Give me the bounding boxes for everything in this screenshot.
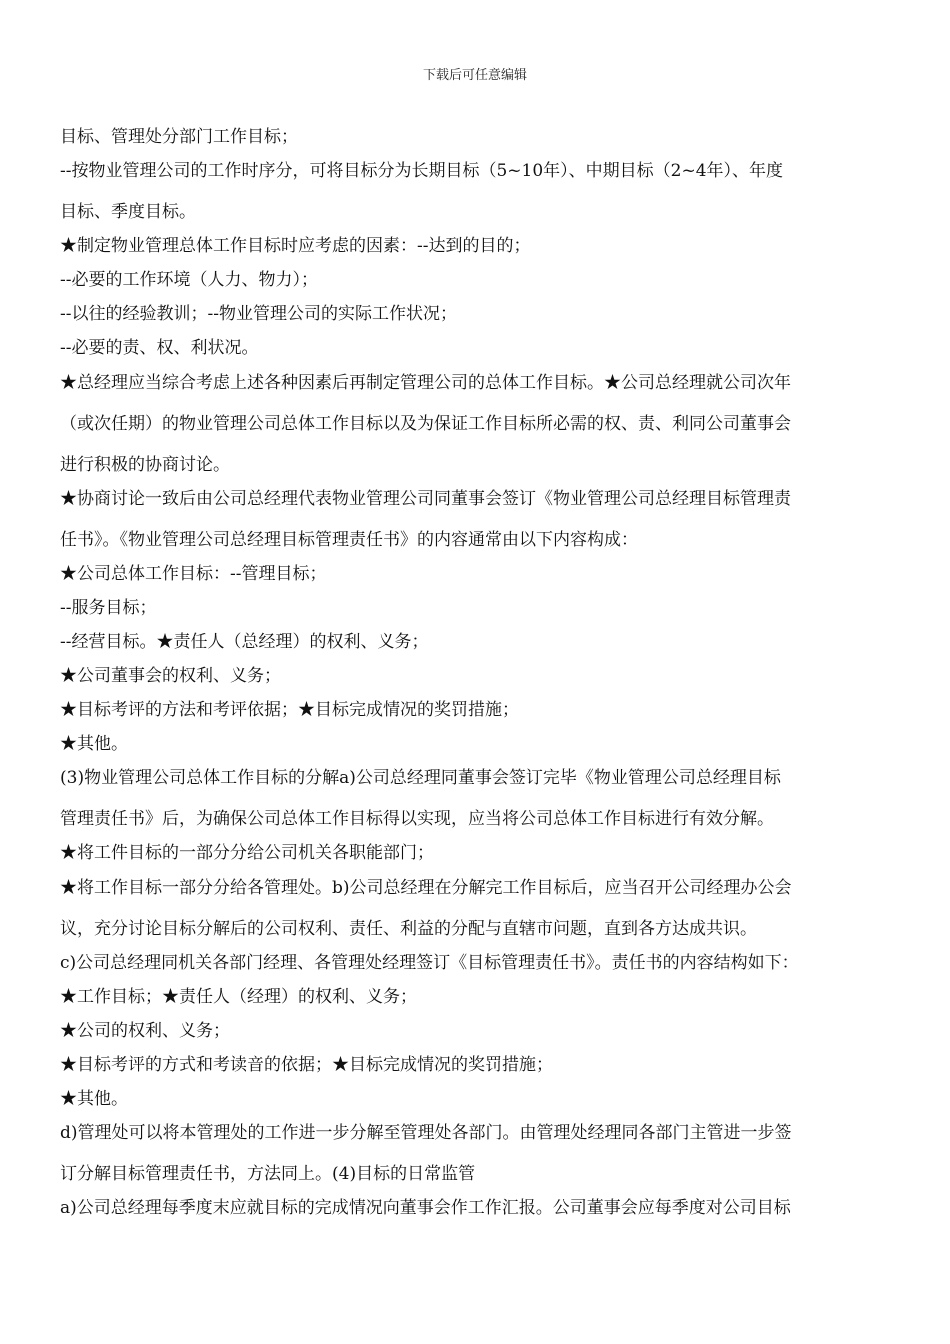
text-line: ★将工件目标的一部分分给公司机关各职能部门； xyxy=(60,843,434,864)
text-line: d)管理处可以将本管理处的工作进一步分解至管理处各部门。由管理处经理同各部门主管进一步签 xyxy=(60,1123,792,1144)
text-line: ★制定物业管理总体工作目标时应考虑的因素：--达到的目的； xyxy=(60,236,531,257)
text-line: 任书》。《物业管理公司总经理目标管理责任书》的内容通常由以下内容构成： xyxy=(60,529,638,550)
text-line: 进行积极的协商讨论。 xyxy=(60,454,230,475)
text-line: ★目标考评的方式和考读音的依据；★目标完成情况的奖罚措施； xyxy=(60,1054,553,1075)
text-line: （或次任期）的物业管理公司总体工作目标以及为保证工作目标所必需的权、责、利同公司董事会 xyxy=(60,413,791,434)
text-line: 议，充分讨论目标分解后的公司权利、责任、利益的分配与直辖市问题，直到各方达成共识。 xyxy=(60,918,757,939)
text-line: c)公司总经理同机关各部门经理、各管理处经理签订《目标管理责任书》。责任书的内容结构如下： xyxy=(60,952,799,973)
text-line: ★公司的权利、义务； xyxy=(60,1020,230,1041)
text-line: ★其他。 xyxy=(60,734,128,755)
text-line: ★将工作目标一部分分给各管理处。b)公司总经理在分解完工作目标后，应当召开公司经理办公会 xyxy=(60,877,792,898)
text-line: ★工作目标；★责任人（经理）的权利、义务； xyxy=(60,986,417,1007)
text-line: ★公司董事会的权利、义务； xyxy=(60,666,281,687)
text-line: (3)物业管理公司总体工作目标的分解a)公司总经理同董事会签订完毕《物业管理公司总经理目标 xyxy=(60,768,781,789)
text-line: ★总经理应当综合考虑上述各种因素后再制定管理公司的总体工作目标。★公司总经理就公司次年 xyxy=(60,372,791,393)
text-line: --按物业管理公司的工作时序分，可将目标分为长期目标（5~10年）、中期目标（2~4年）、年度 xyxy=(60,161,784,182)
text-line: --必要的工作环境（人力、物力）； xyxy=(60,270,318,291)
text-line: ★目标考评的方法和考评依据；★目标完成情况的奖罚措施； xyxy=(60,700,519,721)
text-line: ★其他。 xyxy=(60,1088,128,1109)
text-line: 目标、季度目标。 xyxy=(60,202,196,223)
text-line: 管理责任书》后，为确保公司总体工作目标得以实现，应当将公司总体工作目标进行有效分解。 xyxy=(60,809,774,830)
text-line: ★协商讨论一致后由公司总经理代表物业管理公司同董事会签订《物业管理公司总经理目标管理责 xyxy=(60,488,791,509)
text-line: --以往的经验教训；--物业管理公司的实际工作状况； xyxy=(60,304,457,325)
text-line: 订分解目标管理责任书，方法同上。(4)目标的日常监管 xyxy=(60,1164,476,1185)
text-line: 目标、管理处分部门工作目标； xyxy=(60,127,298,147)
text-line: --经营目标。★责任人（总经理）的权利、义务； xyxy=(60,631,429,652)
text-line: --必要的责、权、利状况。 xyxy=(60,338,259,359)
text-line: ★公司总体工作目标：--管理目标； xyxy=(60,563,327,584)
text-line: a)公司总经理每季度末应就目标的完成情况向董事会作工作汇报。公司董事会应每季度对公司目标 xyxy=(60,1198,791,1219)
document-body xyxy=(60,120,890,1225)
page-header: 下载后可任意编辑 xyxy=(422,68,527,83)
text-line: --服务目标； xyxy=(60,597,157,618)
